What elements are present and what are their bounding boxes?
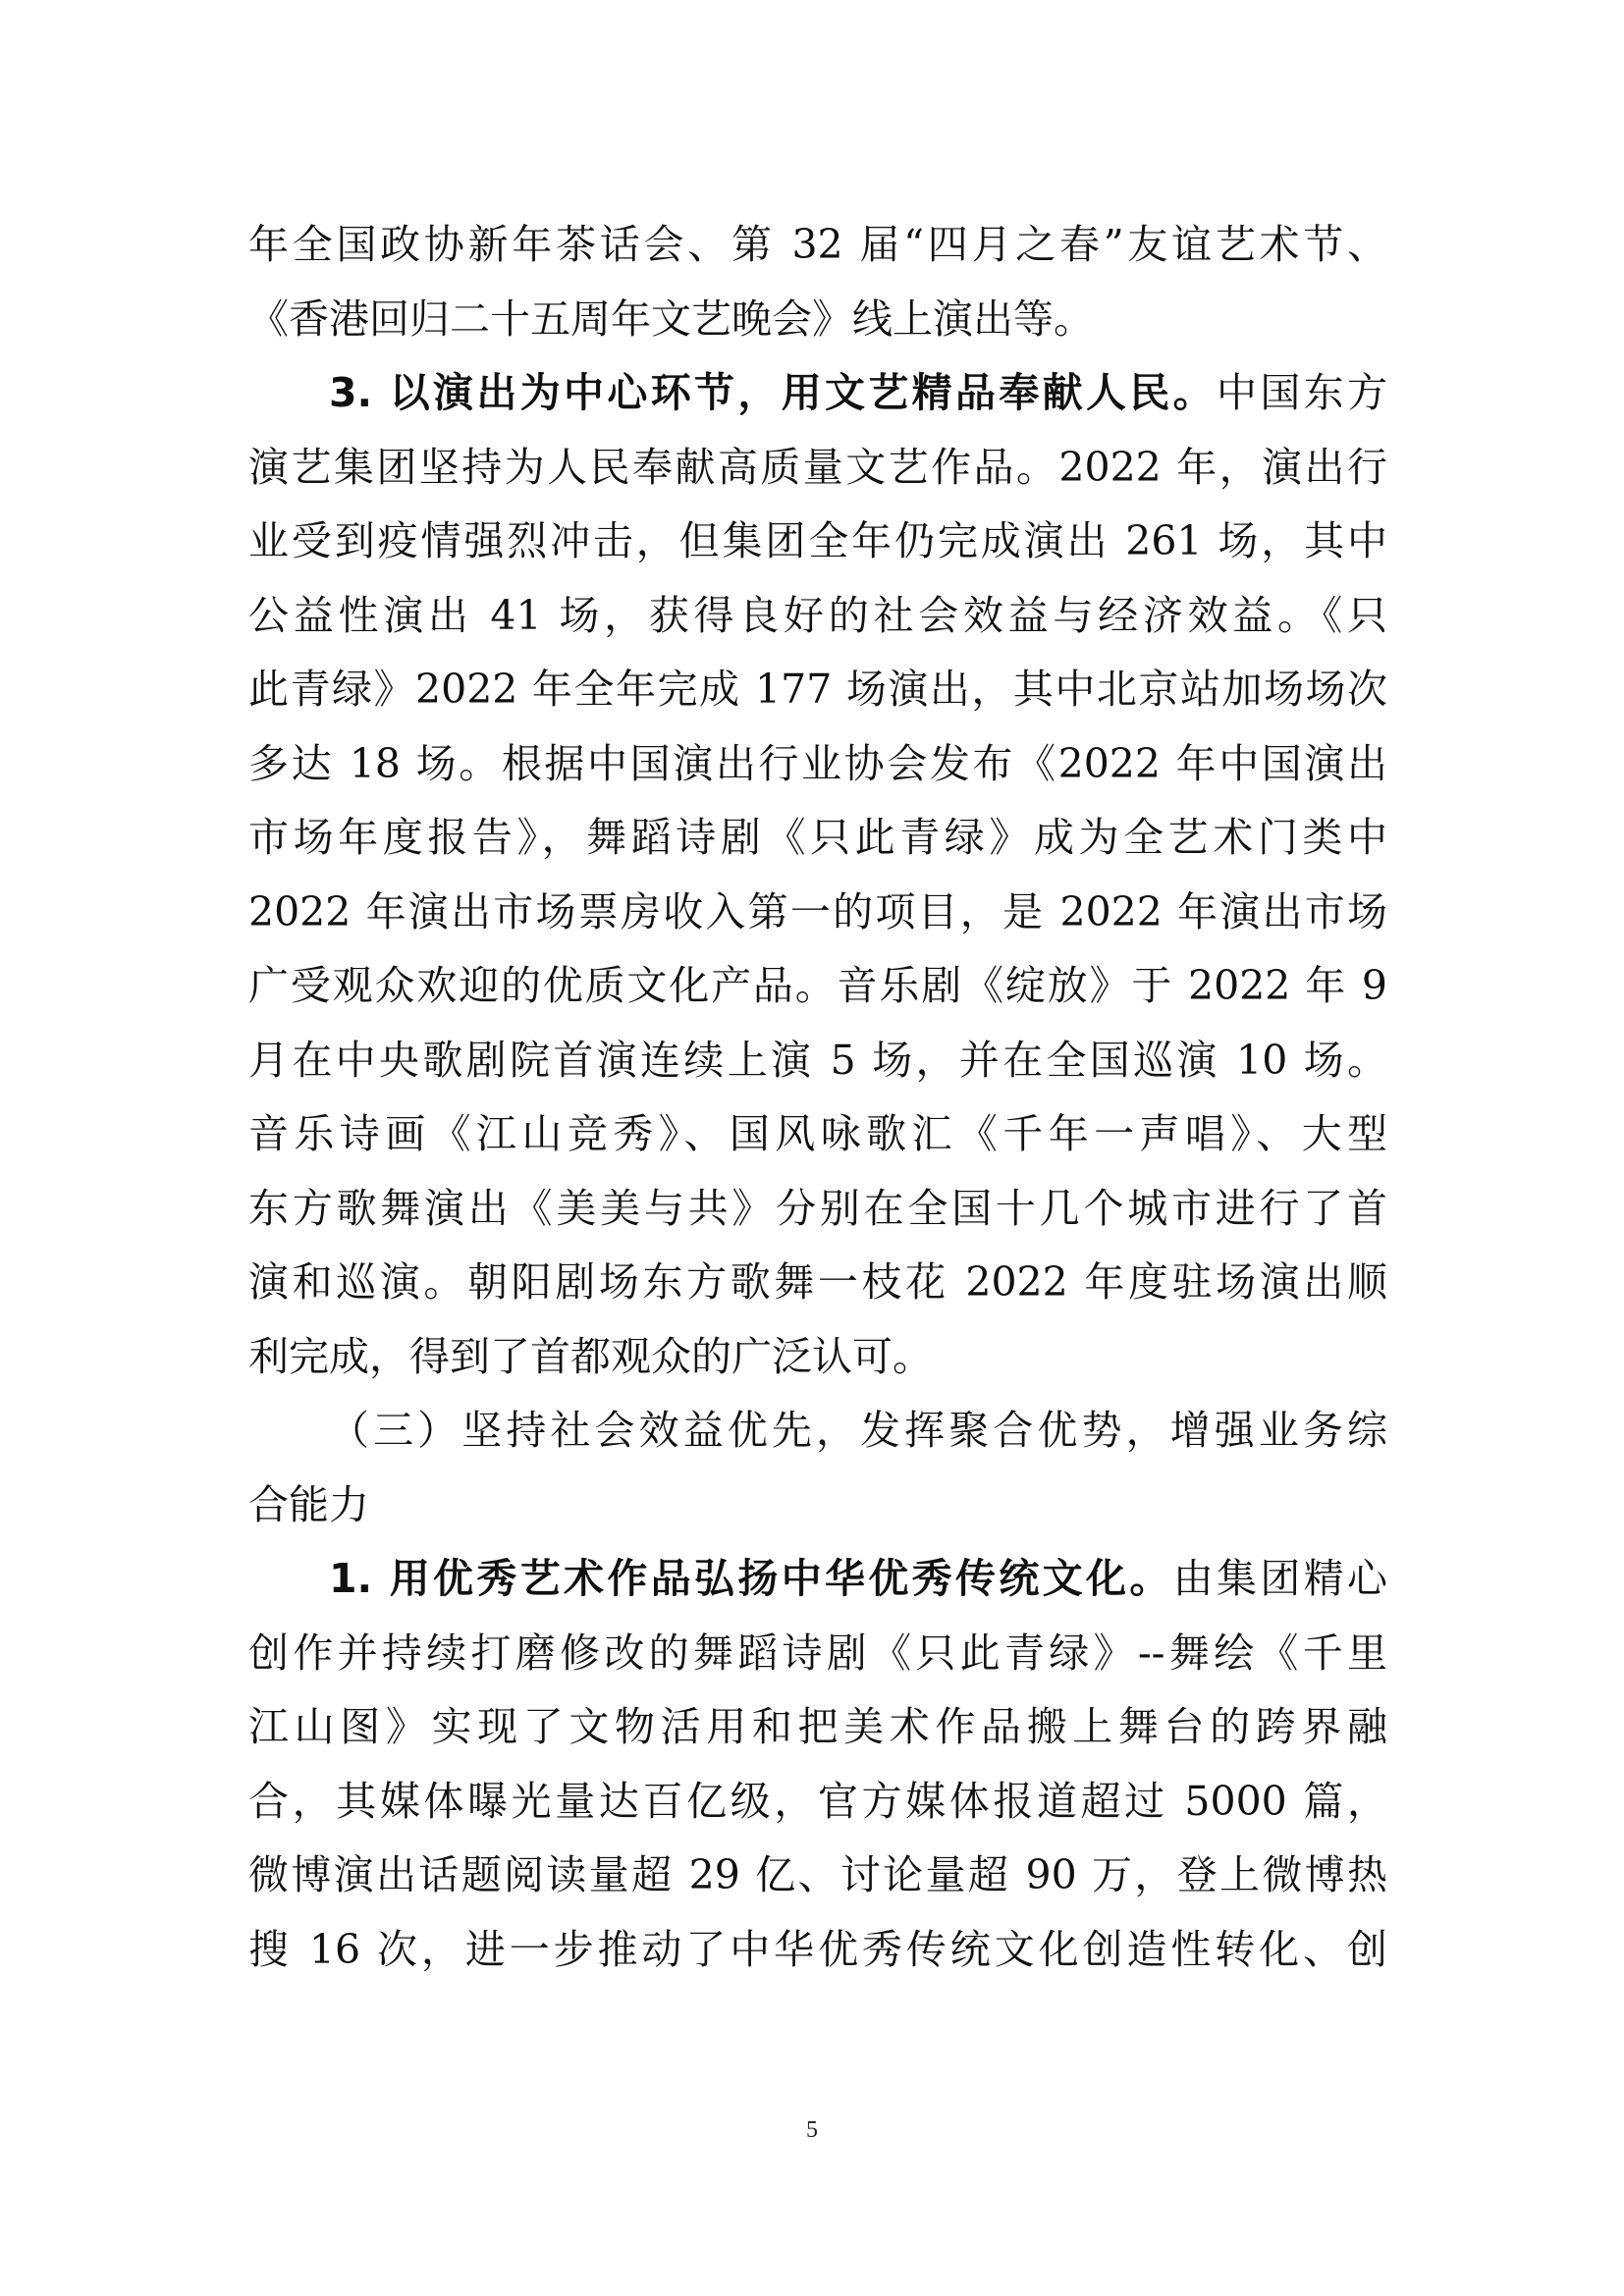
section-heading-line [248,356,1387,431]
line-text: 市场年度报告》，舞蹈诗剧《只此青绿》成为全艺术门类中 [248,814,1387,861]
subsection-heading-line [248,1394,1387,1468]
line-text: 业受到疫情强烈冲击，但集团全年仍完成演出 261 场，其中 [248,517,1387,564]
paragraph-line [248,1172,1387,1247]
line-text: 此青绿》2022 年全年完成 177 场演出，其中北京站加场场次 [248,666,1387,713]
paragraph-line [248,505,1387,579]
paragraph-line [248,431,1387,506]
line-text: 搜 16 次，进一步推动了中华优秀传统文化创造性转化、创 [248,1925,1387,1973]
subsection-heading: 合能力 [248,1480,369,1528]
paragraph-line [248,727,1387,802]
subsection-heading: （三）坚持社会效益优先，发挥聚合优势，增强业务综 [329,1407,1387,1454]
paragraph-line [248,1246,1387,1320]
bold-heading: 1. 用优秀艺术作品弘扬中华优秀传统文化。 [329,1555,1173,1602]
page-number: 5 [806,2117,818,2143]
line-text: 2022 年演出市场票房收入第一的项目，是 2022 年演出市场 [248,887,1387,935]
paragraph-line [248,1024,1387,1098]
paragraph-line [248,1765,1387,1840]
paragraph-line [248,653,1387,727]
paragraph-line [248,579,1387,654]
line-text: 演艺集团坚持为人民奉献高质量文艺作品。2022 年，演出行 [248,443,1387,491]
line-text: 《香港回归二十五周年文艺晚会》线上演出等。 [248,294,1094,343]
line-text: 中国东方 [1217,369,1388,416]
section-heading-line [248,1542,1387,1617]
line-text: 东方歌舞演出《美美与共》分别在全国十几个城市进行了首 [248,1184,1387,1232]
line-text: 演和巡演。朝阳剧场东方歌舞一枝花 2022 年度驻场演出顺 [248,1258,1387,1306]
bold-heading: 3. 以演出为中心环节，用文艺精品奉献人民。 [329,369,1218,416]
line-text: 月在中央歌剧院首演连续上演 5 场，并在全国巡演 10 场。 [248,1036,1387,1084]
paragraph-line [248,1617,1387,1691]
paragraph-line [248,876,1387,950]
paragraph-line [248,1097,1387,1172]
line-text: 音乐诗画《江山竞秀》、国风咏歌汇《千年一声唱》、大型 [248,1110,1387,1157]
line-text: 多达 18 场。根据中国演出行业协会发布《2022 年中国演出 [248,739,1387,787]
line-text: 江山图》实现了文物活用和把美术作品搬上舞台的跨界融 [248,1703,1387,1750]
paragraph-line [248,1913,1387,1988]
line-text: 公益性演出 41 场，获得良好的社会效益与经济效益。《只 [248,591,1387,639]
line-text: 利完成，得到了首都观众的广泛认可。 [248,1332,933,1380]
paragraph-line [248,208,1387,283]
paragraph-line [248,949,1387,1024]
paragraph-line [248,1320,1387,1395]
line-text: 年全国政协新年茶话会、第 32 届“四月之春”友谊艺术节、 [248,221,1387,268]
line-text: 微博演出话题阅读量超 29 亿、讨论量超 90 万，登上微博热 [248,1851,1387,1898]
line-text: 合，其媒体曝光量达百亿级，官方媒体报道超过 5000 篇， [248,1777,1387,1825]
line-text: 由集团精心 [1172,1555,1388,1602]
line-text: 广受观众欢迎的优质文化产品。音乐剧《绽放》于 2022 年 9 [248,962,1387,1009]
paragraph-line [248,801,1387,876]
body-text [248,208,1387,1987]
paragraph-line [248,283,1387,357]
line-text: 创作并持续打磨修改的舞蹈诗剧《只此青绿》--舞绘《千里 [248,1629,1387,1677]
paragraph-line [248,1839,1387,1913]
subsection-heading-line [248,1468,1387,1543]
paragraph-line [248,1690,1387,1765]
